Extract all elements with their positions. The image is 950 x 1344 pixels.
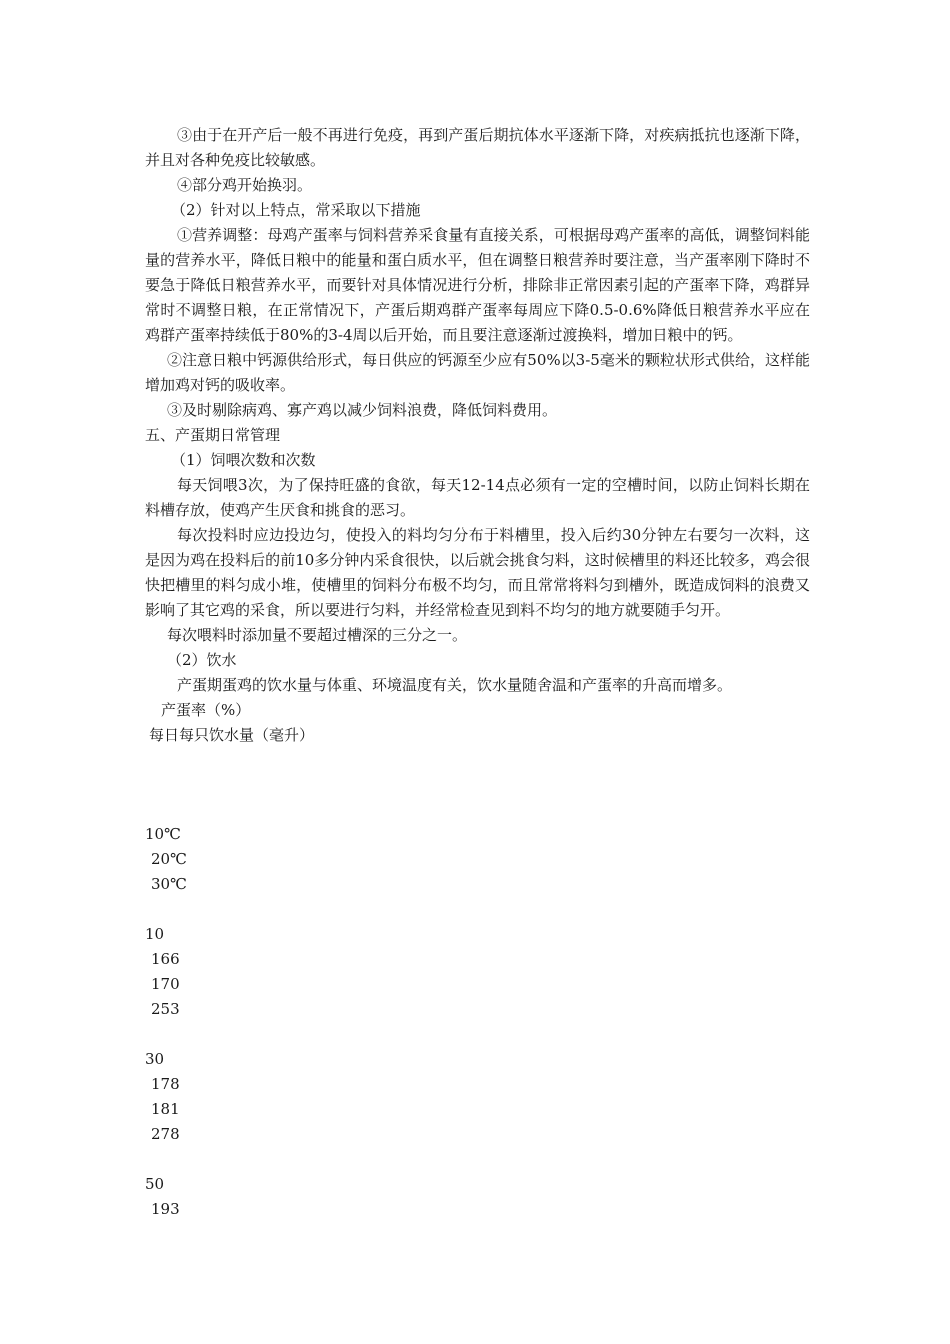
subheading-water: （2）饮水 [167, 651, 237, 669]
water-value-cell: 253 [151, 1000, 180, 1018]
paragraph-nutrition-adjustment: ①营养调整：母鸡产蛋率与饲料营养采食量有直接关系，可根据母鸡产蛋率的高低，调整饲料能量的营养水平，降低日粮中的能量和蛋白质水平，但在调整日粮营养时要注意，当产蛋率刚下降时不要急于降低日粮营养水平，而要针对具体情况进行分析，排除非正常因素引起的产蛋率下降，鸡群异常时不调整日粮，在正常情况下，产蛋后期鸡群产蛋率每周应下降0.5-0.6%降低日粮营养水平应在鸡群产蛋率持续低于80%的3-4周以后开始，而且要注意逐渐过渡换料，增加日粮中的钙。 [145, 226, 810, 344]
table-header-lay-rate: 产蛋率（%） [161, 701, 251, 719]
subheading-feeding-times: （1）饲喂次数和次数 [171, 451, 316, 469]
water-value-cell: 193 [151, 1200, 180, 1218]
temp-header-cell: 10℃ [145, 825, 181, 843]
lay-rate-cell: 30 [145, 1050, 165, 1068]
paragraph-water-intake: 产蛋期蛋鸡的饮水量与体重、环境温度有关，饮水量随舍温和产蛋率的升高而增多。 [177, 676, 733, 694]
water-value-cell: 278 [151, 1125, 180, 1143]
temp-header-cell: 20℃ [151, 850, 187, 868]
water-value-cell: 166 [151, 950, 180, 968]
paragraph-feed-amount: 每次喂料时添加量不要超过槽深的三分之一。 [167, 626, 468, 644]
paragraph-even-feed: 每次投料时应边投边匀，使投入的料均匀分布于料槽里，投入后约30分钟左右要匀一次料，这是因为鸡在投料后的前10多分钟内采食很快，以后就会挑食匀料，这时候槽里的料还比较多，鸡会很快把槽里的料匀成小堆，使槽里的饲料分布极不均匀，而且常常将料匀到槽外，既造成饲料的浪费又影响了其它鸡的采食，所以要进行匀料，并经常检查见到料不均匀的地方就要随手匀开。 [145, 526, 810, 619]
paragraph-measures-heading: （2）针对以上特点，常采取以下措施 [171, 201, 421, 219]
water-value-cell: 178 [151, 1075, 180, 1093]
paragraph-molting: ④部分鸡开始换羽。 [177, 176, 313, 194]
paragraph-calcium-source: ②注意日粮中钙源供给形式，每日供应的钙源至少应有50%以3-5毫米的颗粒状形式供给，这样能增加鸡对钙的吸收率。 [145, 351, 810, 394]
paragraph-feed-three-times: 每天饲喂3次，为了保持旺盛的食欲，每天12-14点必须有一定的空槽时间，以防止饲料长期在料槽存放，使鸡产生厌食和挑食的恶习。 [145, 476, 810, 519]
temp-header-cell: 30℃ [151, 875, 187, 893]
water-value-cell: 170 [151, 975, 180, 993]
paragraph-cull-sick-hens: ③及时剔除病鸡、寡产鸡以减少饲料浪费，降低饲料费用。 [167, 401, 558, 419]
table-header-water-intake: 每日每只饮水量（毫升） [149, 726, 315, 744]
lay-rate-cell: 10 [145, 925, 165, 943]
section-heading-daily-management: 五、产蛋期日常管理 [145, 426, 281, 444]
paragraph-antibody-decline: ③由于在开产后一般不再进行免疫，再到产蛋后期抗体水平逐渐下降，对疾病抵抗也逐渐下降，并且对各种免疫比较敏感。 [145, 126, 810, 169]
water-value-cell: 181 [151, 1100, 180, 1118]
water-intake-table [145, 822, 187, 1222]
lay-rate-cell: 50 [145, 1175, 165, 1193]
document-body [145, 123, 810, 748]
